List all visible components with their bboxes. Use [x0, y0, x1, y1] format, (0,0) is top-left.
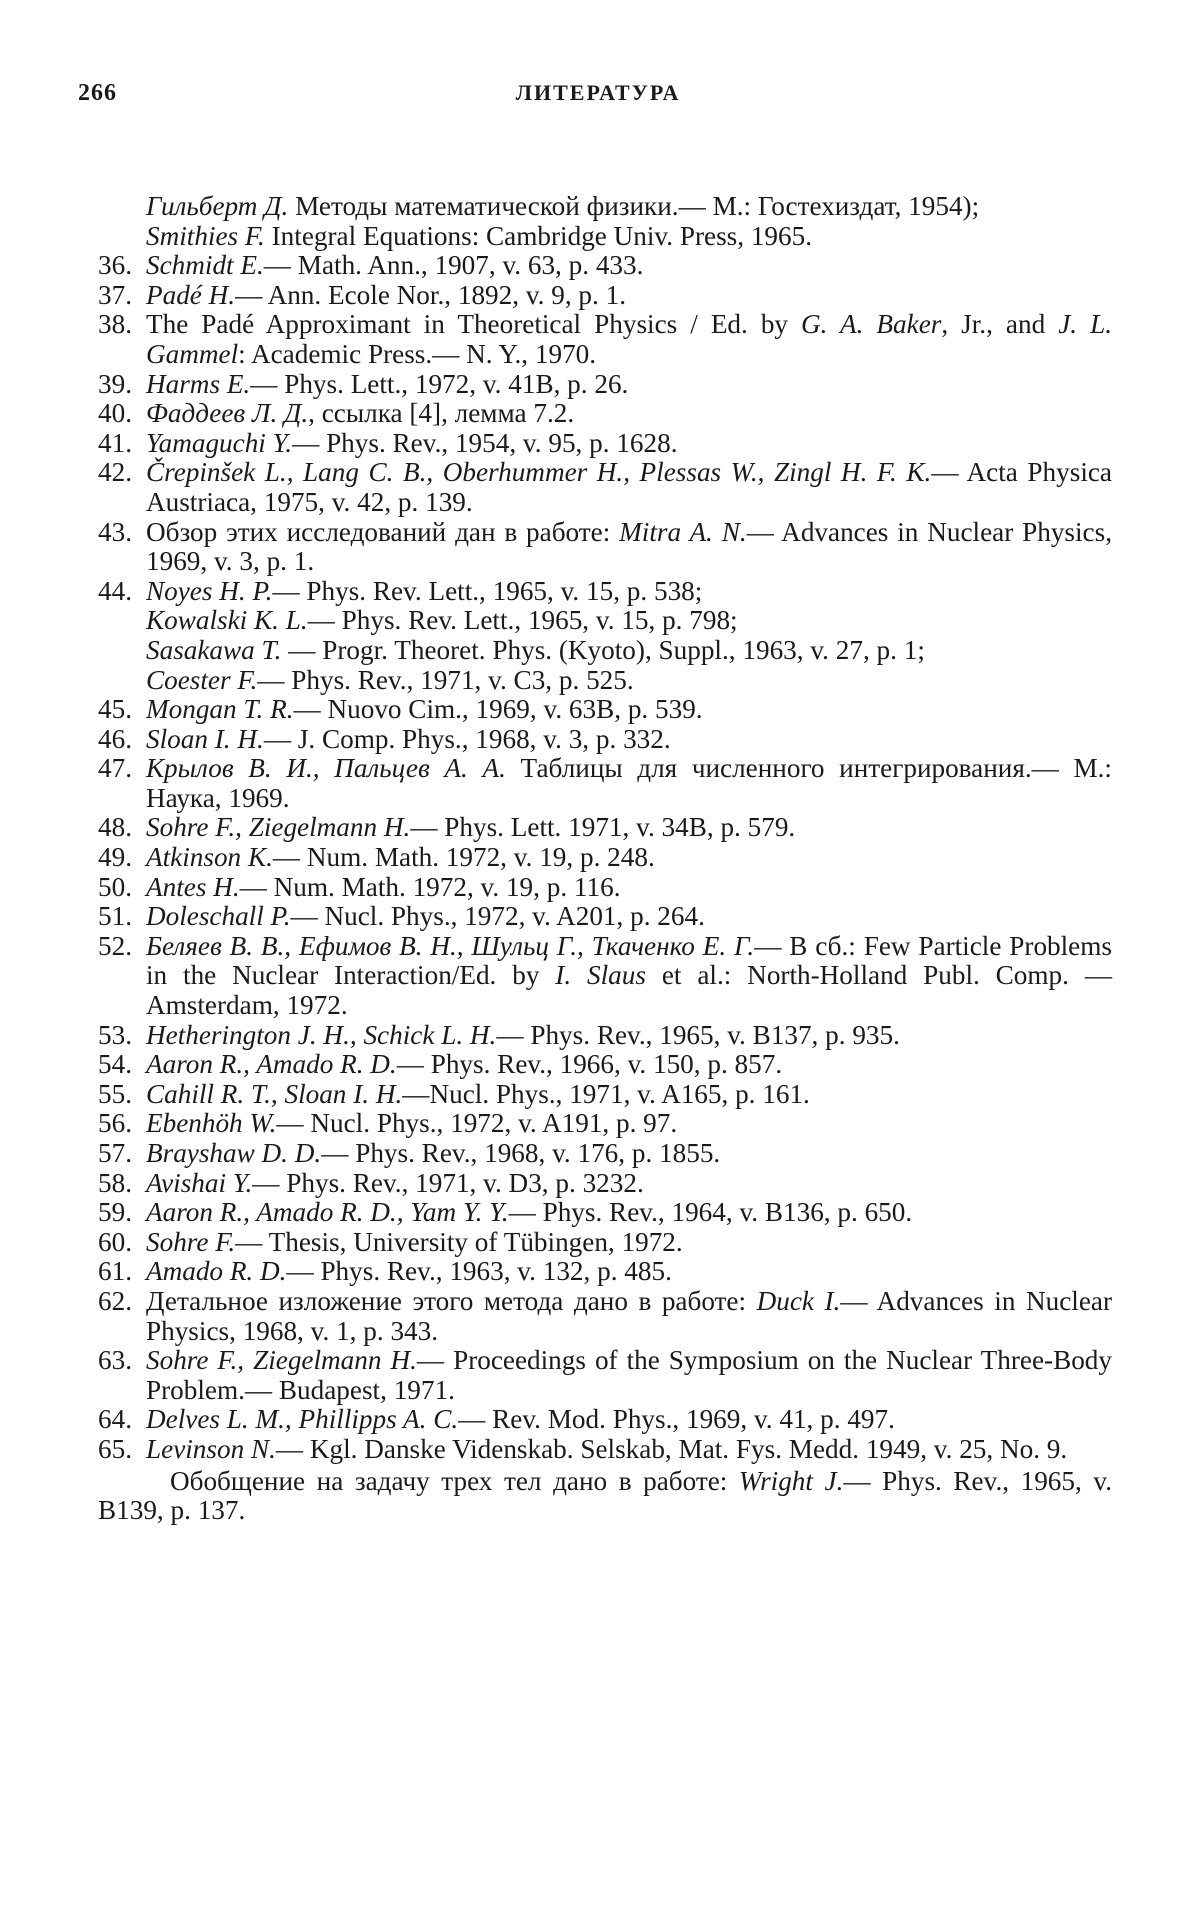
reference-entry — [98, 873, 1112, 903]
author-name: Гильберт Д. — [146, 191, 289, 221]
reference-entry — [98, 754, 1112, 813]
author-name: Harms E. — [146, 368, 251, 399]
reference-number: 40. — [98, 398, 132, 429]
author-name: Cahill R. T., Sloan I. H. — [146, 1078, 403, 1109]
reference-body — [146, 694, 703, 724]
reference-entry — [98, 1169, 1112, 1199]
author-name: Padé H. — [146, 279, 236, 310]
author-name: Avishai Y. — [146, 1167, 253, 1198]
citation-text: — Phys. Rev., 1971, v. C3, p. 525. — [257, 664, 634, 695]
reference-body — [146, 724, 671, 754]
reference-number: 45. — [98, 694, 132, 725]
reference-entry — [98, 251, 1112, 281]
reference-number: 61. — [98, 1256, 132, 1287]
citation-text: et al.: North-Holland Publ. Comp. — Amsterdam, 1972. — [146, 960, 1113, 1021]
citation-text: — Phys. Rev., 1966, v. 150, p. 857. — [396, 1049, 783, 1080]
reference-entry — [98, 1198, 1112, 1228]
author-name: Hetherington J. H., Schick L. H. — [146, 1019, 497, 1050]
reference-number: 46. — [98, 723, 132, 754]
author-name: Antes H. — [146, 871, 240, 902]
citation-text: — Phys. Rev., 1964, v. B136, p. 650. — [508, 1197, 913, 1228]
reference-number: 56. — [98, 1108, 132, 1139]
reference-entry — [98, 1257, 1112, 1287]
reference-number: 51. — [98, 901, 132, 932]
author-name: Atkinson K. — [146, 842, 273, 873]
reference-entry — [98, 1080, 1112, 1110]
reference-entry — [98, 370, 1112, 400]
reference-body — [146, 250, 643, 280]
reference-number: 65. — [98, 1433, 132, 1464]
citation-text: : Academic Press.— N. Y., 1970. — [238, 338, 597, 369]
reference-number: 63. — [98, 1345, 132, 1376]
author-name: Фаддеев Л. Д. — [146, 398, 309, 429]
reference-body — [146, 901, 705, 931]
reference-body — [146, 1049, 782, 1079]
reference-entry — [98, 429, 1112, 459]
reference-body — [146, 517, 1112, 577]
citation-text: — Nuovo Cim., 1969, v. 63B, p. 539. — [293, 694, 703, 725]
author-name: Sohre F., Ziegelmann H. — [146, 1345, 417, 1376]
citation-text: — Thesis, University of Tübingen, 1972. — [235, 1226, 683, 1257]
citation-text: — Acta Physica Austriaca, 1975, v. 42, p. 139. — [146, 457, 1113, 517]
reference-body — [146, 1404, 895, 1434]
reference-number: 39. — [98, 368, 132, 399]
citation-text: — Num. Math. 1972, v. 19, p. 116. — [239, 871, 621, 902]
citation-text: — Math. Ann., 1907, v. 63, p. 433. — [263, 250, 644, 281]
author-name: Ebenhöh W. — [146, 1108, 277, 1139]
citation-text: , Jr., and — [941, 309, 1059, 340]
reference-number: 49. — [98, 842, 132, 873]
reference-number: 62. — [98, 1285, 132, 1316]
reference-number: 36. — [98, 250, 132, 281]
reference-body — [146, 931, 1112, 1020]
reference-body — [146, 428, 678, 458]
running-title: ЛИТЕРАТУРА — [515, 80, 681, 105]
reference-number: 59. — [98, 1197, 132, 1228]
author-name: Coester F. — [146, 664, 258, 695]
reference-entry — [98, 1050, 1112, 1080]
reference-body — [146, 1138, 720, 1168]
reference-entry — [98, 192, 1112, 222]
reference-entry — [98, 281, 1112, 311]
reference-body — [146, 605, 738, 635]
reference-number: 50. — [98, 871, 132, 902]
author-name: Крылов В. И., Пальцев А. А. — [146, 753, 506, 784]
reference-body — [146, 812, 795, 842]
reference-body — [146, 309, 1112, 369]
reference-number: 38. — [98, 309, 132, 340]
reference-number: 37. — [98, 279, 132, 310]
citation-text: — Kgl. Danske Videnskab. Selskab, Mat. Fys. Medd. 1949, v. 25, No. 9. — [275, 1433, 1068, 1464]
author-name: Smithies F. — [146, 220, 265, 251]
reference-entry — [98, 606, 1112, 636]
reference-body — [146, 1345, 1112, 1405]
reference-number: 48. — [98, 812, 132, 843]
author-name: J. L. Gammel — [146, 309, 1113, 369]
author-name: Schmidt E. — [146, 250, 264, 281]
reference-body — [146, 398, 574, 428]
page-header — [78, 80, 1118, 114]
reference-entry — [98, 518, 1112, 577]
author-name: Sohre F., Ziegelmann H. — [146, 812, 411, 843]
reference-body — [146, 280, 626, 310]
author-name: Aaron R., Amado R. D., Yam Y. Y. — [146, 1197, 509, 1228]
citation-text: — Progr. Theoret. Phys. (Kyoto), Suppl., 1963, v. 27, p. 1; — [281, 634, 925, 665]
reference-entry — [98, 222, 1112, 252]
reference-body — [146, 665, 634, 695]
reference-entry — [98, 1435, 1112, 1465]
citation-text: — Phys. Rev., 1963, v. 132, p. 485. — [286, 1256, 672, 1287]
reference-number: 57. — [98, 1138, 132, 1168]
reference-entry — [98, 636, 1112, 666]
author-name: G. A. Baker — [801, 309, 942, 340]
citation-text: — Phys. Rev., 1954, v. 95, p. 1628. — [292, 427, 678, 458]
reference-number: 43. — [98, 516, 132, 547]
author-name: Mitra A. N. — [619, 516, 747, 547]
reference-number: 58. — [98, 1167, 132, 1198]
citation-text: Integral Equations: Cambridge Univ. Press, 1965. — [264, 220, 813, 251]
reference-body — [146, 457, 1112, 517]
reference-body — [146, 1434, 1067, 1464]
citation-text: — Phys. Rev., 1971, v. D3, p. 3232. — [252, 1167, 644, 1198]
reference-entry — [98, 902, 1112, 932]
reference-body — [146, 1256, 672, 1286]
author-name: Sasakawa T. — [146, 634, 282, 665]
reference-entry — [98, 1287, 1112, 1346]
reference-entry — [98, 695, 1112, 725]
citation-text: Методы математической физики.— М.: Гостехиздат, 1954); — [288, 191, 980, 221]
author-name: Črepinšek L., Lang C. B., Oberhummer H., Plessas W., Zingl H. F. K. — [146, 457, 932, 488]
citation-text: Детальное изложение этого метода дано в работе: — [146, 1285, 757, 1316]
reference-list — [98, 192, 1112, 1526]
closing-note — [98, 1467, 1112, 1526]
reference-body — [146, 1286, 1112, 1346]
reference-body — [146, 191, 979, 221]
reference-body — [146, 576, 702, 606]
reference-number: 64. — [98, 1404, 132, 1435]
reference-body — [146, 1108, 677, 1138]
citation-text: — Phys. Rev. Lett., 1965, v. 15, p. 798; — [307, 605, 738, 636]
reference-entry — [98, 932, 1112, 1021]
reference-entry — [98, 1346, 1112, 1405]
author-name: Sloan I. H. — [146, 723, 264, 754]
reference-entry — [98, 813, 1112, 843]
reference-body — [146, 1227, 683, 1257]
reference-entry — [98, 1139, 1112, 1169]
author-name: Noyes H. P. — [146, 575, 273, 606]
citation-text: — Proceedings of the Symposium on the Nuclear Three-Body Problem.— Budapest, 1971. — [146, 1345, 1112, 1405]
reference-body — [146, 1020, 900, 1050]
citation-text: — Ann. Ecole Nor., 1892, v. 9, p. 1. — [235, 279, 627, 310]
citation-text: — Phys. Rev. Lett., 1965, v. 15, p. 538; — [272, 575, 703, 606]
reference-entry — [98, 1021, 1112, 1051]
page-number: 266 — [78, 80, 117, 106]
reference-number: 52. — [98, 930, 132, 961]
reference-entry — [98, 666, 1112, 696]
author-name: Yamaguchi Y. — [146, 427, 293, 458]
reference-body — [146, 872, 621, 902]
citation-text: Таблицы для численного интегрирования.— М.: Наука, 1969. — [146, 753, 1112, 813]
author-name: Brayshaw D. D. — [146, 1138, 322, 1168]
citation-text: — Phys. Rev., 1965, v. B139, p. 137. — [98, 1465, 1112, 1526]
reference-number: 60. — [98, 1226, 132, 1257]
author-name: Aaron R., Amado R. D. — [146, 1049, 397, 1080]
citation-text: The Padé Approximant in Theoretical Physics / Ed. by — [146, 309, 802, 340]
author-name: Delves L. M., Phillipps A. C. — [146, 1404, 459, 1435]
citation-text: Обзор этих исследований дан в работе: — [146, 516, 620, 547]
author-name: Wright J. — [738, 1465, 844, 1496]
reference-number: 47. — [98, 753, 132, 784]
reference-body — [146, 635, 925, 665]
citation-text: — Rev. Mod. Phys., 1969, v. 41, p. 497. — [458, 1404, 895, 1435]
author-name: Kowalski K. L. — [146, 605, 308, 636]
citation-text: — Phys. Lett. 1971, v. 34B, p. 579. — [410, 812, 796, 843]
citation-text: —Nucl. Phys., 1971, v. A165, p. 161. — [402, 1078, 810, 1109]
reference-entry — [98, 843, 1112, 873]
author-name: Беляев В. В., Ефимов В. Н., Шульц Г., Ткаченко Е. Г. — [146, 930, 755, 961]
author-name: Levinson N. — [146, 1433, 276, 1464]
reference-entry — [98, 577, 1112, 607]
reference-body — [146, 1197, 912, 1227]
reference-number: 54. — [98, 1049, 132, 1080]
author-name: Doleschall P. — [146, 901, 291, 932]
author-name: Duck I. — [756, 1285, 841, 1316]
reference-body — [146, 221, 812, 251]
citation-text: , ссылка [4], лемма 7.2. — [308, 398, 575, 429]
reference-entry — [98, 310, 1112, 369]
reference-number: 41. — [98, 427, 132, 458]
citation-text: — Advances in Nuclear Physics, 1969, v. 3, p. 1. — [146, 516, 1113, 577]
reference-entry — [98, 1109, 1112, 1139]
citation-text: — Nucl. Phys., 1972, v. A191, p. 97. — [276, 1108, 678, 1139]
author-name: I. Slaus — [555, 960, 646, 991]
citation-text: — Advances in Nuclear Physics, 1968, v. 1, p. 343. — [146, 1285, 1113, 1346]
reference-number: 55. — [98, 1078, 132, 1109]
citation-text: Обобщение на задачу трех тел дано в работе: — [170, 1465, 739, 1496]
citation-text: — Phys. Rev., 1965, v. B137, p. 935. — [496, 1019, 900, 1050]
citation-text: — Phys. Rev., 1968, v. 176, p. 1855. — [321, 1138, 721, 1168]
author-name: Amado R. D. — [146, 1256, 287, 1287]
reference-entry — [98, 1228, 1112, 1258]
reference-entry — [98, 458, 1112, 517]
citation-text: — J. Comp. Phys., 1968, v. 3, p. 332. — [263, 723, 671, 754]
citation-text: — В сб.: Few Particle Problems in the Nuclear Interaction/Ed. by — [146, 930, 1112, 991]
reference-number: 44. — [98, 575, 132, 606]
author-name: Sohre F. — [146, 1226, 236, 1257]
reference-number: 42. — [98, 457, 132, 488]
citation-text: — Nucl. Phys., 1972, v. A201, p. 264. — [290, 901, 705, 932]
reference-body — [146, 753, 1112, 813]
author-name: Mongan T. R. — [146, 694, 294, 725]
reference-entry — [98, 725, 1112, 755]
reference-body — [146, 842, 655, 872]
reference-entry — [98, 1405, 1112, 1435]
citation-text: — Phys. Lett., 1972, v. 41B, p. 26. — [250, 368, 629, 399]
reference-entry — [98, 399, 1112, 429]
reference-body — [146, 1168, 644, 1198]
citation-text: — Num. Math. 1972, v. 19, p. 248. — [272, 842, 655, 873]
reference-body — [146, 369, 628, 399]
reference-number: 53. — [98, 1019, 132, 1050]
reference-body — [146, 1079, 810, 1109]
